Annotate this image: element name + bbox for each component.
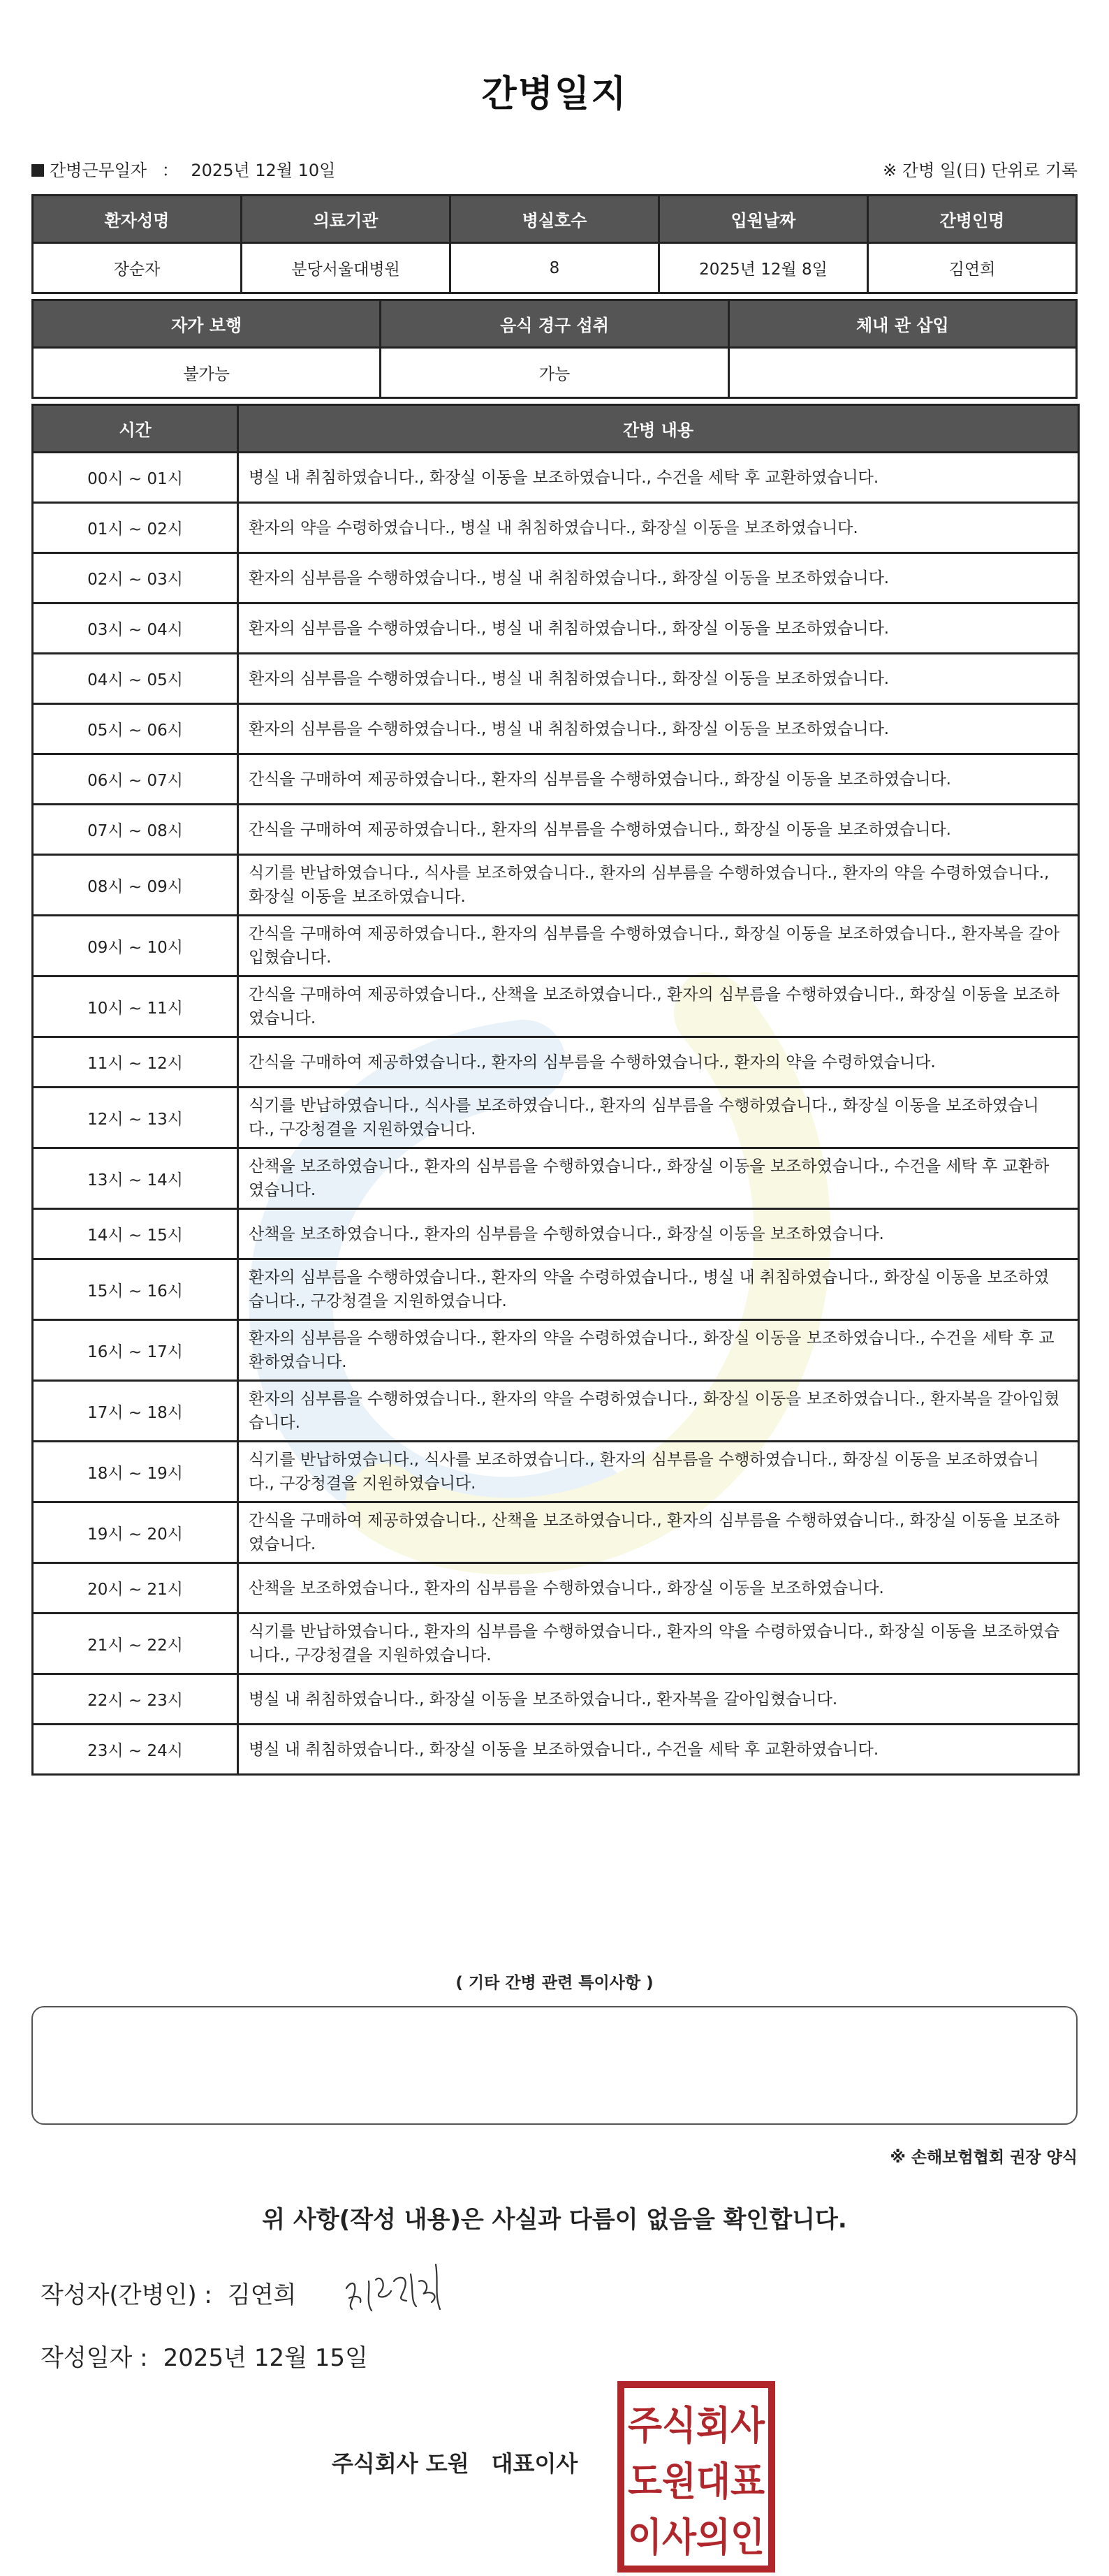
- log-row: [33, 1381, 1079, 1442]
- log-row: [33, 503, 1079, 553]
- log-row: [33, 1725, 1079, 1775]
- log-row: [33, 805, 1079, 855]
- log-row: [33, 1442, 1079, 1502]
- log-time: 06시 ~ 07시: [33, 754, 238, 805]
- seal-line-1: 주식회사: [628, 2403, 765, 2449]
- log-content: 산책을 보조하였습니다., 환자의 심부름을 수행하였습니다., 화장실 이동을 보조하였습니다.: [238, 1209, 1079, 1259]
- admit-date: 2025년 12월 8일: [659, 243, 868, 293]
- work-date-label: 간병근무일자: [50, 161, 147, 180]
- header-patient-name: 환자성명: [33, 196, 242, 243]
- log-row: [33, 754, 1079, 805]
- log-row: [33, 553, 1079, 603]
- log-time: 14시 ~ 15시: [33, 1209, 238, 1259]
- header-tube-insertion: 체내 관 삽입: [728, 300, 1076, 348]
- confirm-statement: 위 사항(작성 내용)은 사실과 다름이 없음을 확인합니다.: [262, 2206, 847, 2234]
- log-time: 19시 ~ 20시: [33, 1502, 238, 1563]
- work-date: [31, 156, 335, 181]
- log-content: 환자의 심부름을 수행하였습니다., 환자의 약을 수령하였습니다., 화장실 이동을 보조하였습니다., 수건을 세탁 후 교환하였습니다.: [238, 1320, 1079, 1381]
- log-time: 09시 ~ 10시: [33, 916, 238, 976]
- care-log-table: [31, 404, 1080, 1776]
- log-time: 16시 ~ 17시: [33, 1320, 238, 1381]
- caregiver-name: 김연희: [868, 243, 1077, 293]
- log-row: [33, 1674, 1079, 1725]
- notes-title: ( 기타 간병 관련 특이사항 ): [455, 1974, 654, 1992]
- log-row: [33, 1502, 1079, 1563]
- log-time: 15시 ~ 16시: [33, 1259, 238, 1320]
- log-content: 간식을 구매하여 제공하였습니다., 환자의 심부름을 수행하였습니다., 환자의 약을 수령하였습니다.: [238, 1037, 1079, 1088]
- log-content: 간식을 구매하여 제공하였습니다., 산책을 보조하였습니다., 환자의 심부름을 수행하였습니다., 화장실 이동을 보조하였습니다.: [238, 976, 1079, 1037]
- log-time: 07시 ~ 08시: [33, 805, 238, 855]
- writer-row: [41, 2276, 296, 2310]
- company-name: 주식회사 도원: [332, 2450, 469, 2477]
- log-content: 병실 내 취침하였습니다., 화장실 이동을 보조하였습니다., 수건을 세탁 후 교환하였습니다.: [238, 453, 1079, 503]
- log-row: [33, 855, 1079, 916]
- seal-line-2: 도원대표: [628, 2459, 765, 2505]
- log-content: 환자의 심부름을 수행하였습니다., 환자의 약을 수령하였습니다., 병실 내 취침하였습니다., 화장실 이동을 보조하였습니다., 구강청결을 지원하였습니다.: [238, 1259, 1079, 1320]
- header-caregiver: 간병인명: [868, 196, 1077, 243]
- room-number: 8: [450, 243, 659, 293]
- log-time: 05시 ~ 06시: [33, 704, 238, 754]
- log-content: 간식을 구매하여 제공하였습니다., 산책을 보조하였습니다., 환자의 심부름을 수행하였습니다., 화장실 이동을 보조하였습니다.: [238, 1502, 1079, 1563]
- log-content: 식기를 반납하였습니다., 식사를 보조하였습니다., 환자의 심부름을 수행하였습니다., 화장실 이동을 보조하였습니다., 구강청결을 지원하였습니다.: [238, 1442, 1079, 1502]
- log-row: [33, 1259, 1079, 1320]
- log-time: 17시 ~ 18시: [33, 1381, 238, 1442]
- header-care-content: 간병 내용: [238, 405, 1079, 453]
- log-time: 00시 ~ 01시: [33, 453, 238, 503]
- log-content: 간식을 구매하여 제공하였습니다., 환자의 심부름을 수행하였습니다., 화장실 이동을 보조하였습니다.: [238, 754, 1079, 805]
- log-time: 18시 ~ 19시: [33, 1442, 238, 1502]
- log-row: [33, 704, 1079, 754]
- log-content: 환자의 약을 수령하였습니다., 병실 내 취침하였습니다., 화장실 이동을 보조하였습니다.: [238, 503, 1079, 553]
- log-content: 식기를 반납하였습니다., 식사를 보조하였습니다., 환자의 심부름을 수행하였습니다., 환자의 약을 수령하였습니다., 화장실 이동을 보조하였습니다.: [238, 855, 1079, 916]
- written-date-value: 2025년 12월 15일: [163, 2344, 368, 2372]
- log-row: [33, 1088, 1079, 1148]
- oral-intake: 가능: [381, 348, 728, 398]
- log-row: [33, 976, 1079, 1037]
- log-content: 환자의 심부름을 수행하였습니다., 병실 내 취침하였습니다., 화장실 이동을 보조하였습니다.: [238, 654, 1079, 704]
- header-room: 병실호수: [450, 196, 659, 243]
- log-content: 간식을 구매하여 제공하였습니다., 환자의 심부름을 수행하였습니다., 화장실 이동을 보조하였습니다., 환자복을 갈아입혔습니다.: [238, 916, 1079, 976]
- writer-label: 작성자(간병인) :: [41, 2281, 212, 2309]
- tube-insertion: [728, 348, 1076, 398]
- log-row: [33, 1563, 1079, 1613]
- log-content: 병실 내 취침하였습니다., 화장실 이동을 보조하였습니다., 환자복을 갈아입혔습니다.: [238, 1674, 1079, 1725]
- header-self-walking: 자가 보행: [33, 300, 381, 348]
- log-time: 20시 ~ 21시: [33, 1563, 238, 1613]
- log-time: 12시 ~ 13시: [33, 1088, 238, 1148]
- log-content: 식기를 반납하였습니다., 환자의 심부름을 수행하였습니다., 환자의 약을 수령하였습니다., 화장실 이동을 보조하였습니다., 구강청결을 지원하였습니다.: [238, 1613, 1079, 1674]
- meta-row: [31, 156, 1078, 184]
- log-content: 병실 내 취침하였습니다., 화장실 이동을 보조하였습니다., 수건을 세탁 후 교환하였습니다.: [238, 1725, 1079, 1775]
- patient-status-table: [31, 299, 1078, 399]
- log-time: 08시 ~ 09시: [33, 855, 238, 916]
- log-row: [33, 1613, 1079, 1674]
- record-unit-note: ※ 간병 일(日) 단위로 기록: [883, 161, 1078, 180]
- log-time: 21시 ~ 22시: [33, 1613, 238, 1674]
- seal-line-3: 이사의인: [628, 2515, 765, 2561]
- log-time: 10시 ~ 11시: [33, 976, 238, 1037]
- log-time: 03시 ~ 04시: [33, 603, 238, 654]
- log-time: 23시 ~ 24시: [33, 1725, 238, 1775]
- writer-name: 김연희: [227, 2281, 297, 2309]
- header-time: 시간: [33, 405, 238, 453]
- log-time: 11시 ~ 12시: [33, 1037, 238, 1088]
- hospital: 분당서울대병원: [242, 243, 450, 293]
- page-title: 간병일지: [481, 73, 628, 115]
- work-date-value: 2025년 12월 10일: [191, 161, 336, 180]
- log-time: 04시 ~ 05시: [33, 654, 238, 704]
- header-oral-intake: 음식 경구 섭취: [381, 300, 728, 348]
- log-content: 환자의 심부름을 수행하였습니다., 병실 내 취침하였습니다., 화장실 이동을 보조하였습니다.: [238, 704, 1079, 754]
- log-row: [33, 453, 1079, 503]
- log-row: [33, 1037, 1079, 1088]
- patient-info-table: [31, 194, 1078, 294]
- log-row: [33, 603, 1079, 654]
- log-content: 산책을 보조하였습니다., 환자의 심부름을 수행하였습니다., 화장실 이동을 보조하였습니다.: [238, 1563, 1079, 1613]
- log-row: [33, 1148, 1079, 1209]
- company-seal: [617, 2380, 776, 2573]
- patient-name: 장순자: [33, 243, 242, 293]
- log-row: [33, 1209, 1079, 1259]
- log-content: 간식을 구매하여 제공하였습니다., 환자의 심부름을 수행하였습니다., 화장실 이동을 보조하였습니다.: [238, 805, 1079, 855]
- log-content: 환자의 심부름을 수행하였습니다., 병실 내 취침하였습니다., 화장실 이동을 보조하였습니다.: [238, 603, 1079, 654]
- log-row: [33, 654, 1079, 704]
- header-admit-date: 입원날짜: [659, 196, 868, 243]
- written-date-row: [41, 2339, 368, 2373]
- company-line: [332, 2446, 578, 2478]
- log-time: 13시 ~ 14시: [33, 1148, 238, 1209]
- log-time: 22시 ~ 23시: [33, 1674, 238, 1725]
- log-content: 환자의 심부름을 수행하였습니다., 환자의 약을 수령하였습니다., 화장실 이동을 보조하였습니다., 환자복을 갈아입혔습니다.: [238, 1381, 1079, 1442]
- log-row: [33, 1320, 1079, 1381]
- self-walking: 불가능: [33, 348, 381, 398]
- square-bullet-icon: [31, 164, 44, 177]
- written-date-label: 작성일자 :: [41, 2344, 148, 2372]
- log-time: 02시 ~ 03시: [33, 553, 238, 603]
- log-content: 산책을 보조하였습니다., 환자의 심부름을 수행하였습니다., 화장실 이동을 보조하였습니다., 수건을 세탁 후 교환하였습니다.: [238, 1148, 1079, 1209]
- header-hospital: 의료기관: [242, 196, 450, 243]
- notes-box: [31, 2006, 1078, 2125]
- recommend-form-note: ※ 손해보험협회 권장 양식: [890, 2149, 1078, 2167]
- log-time: 01시 ~ 02시: [33, 503, 238, 553]
- handwritten-signature: [341, 2260, 460, 2320]
- log-content: 식기를 반납하였습니다., 식사를 보조하였습니다., 환자의 심부름을 수행하였습니다., 화장실 이동을 보조하였습니다., 구강청결을 지원하였습니다.: [238, 1088, 1079, 1148]
- company-rep: 대표이사: [491, 2450, 578, 2477]
- work-date-sep: ：: [161, 161, 179, 180]
- log-row: [33, 916, 1079, 976]
- log-content: 환자의 심부름을 수행하였습니다., 병실 내 취침하였습니다., 화장실 이동을 보조하였습니다.: [238, 553, 1079, 603]
